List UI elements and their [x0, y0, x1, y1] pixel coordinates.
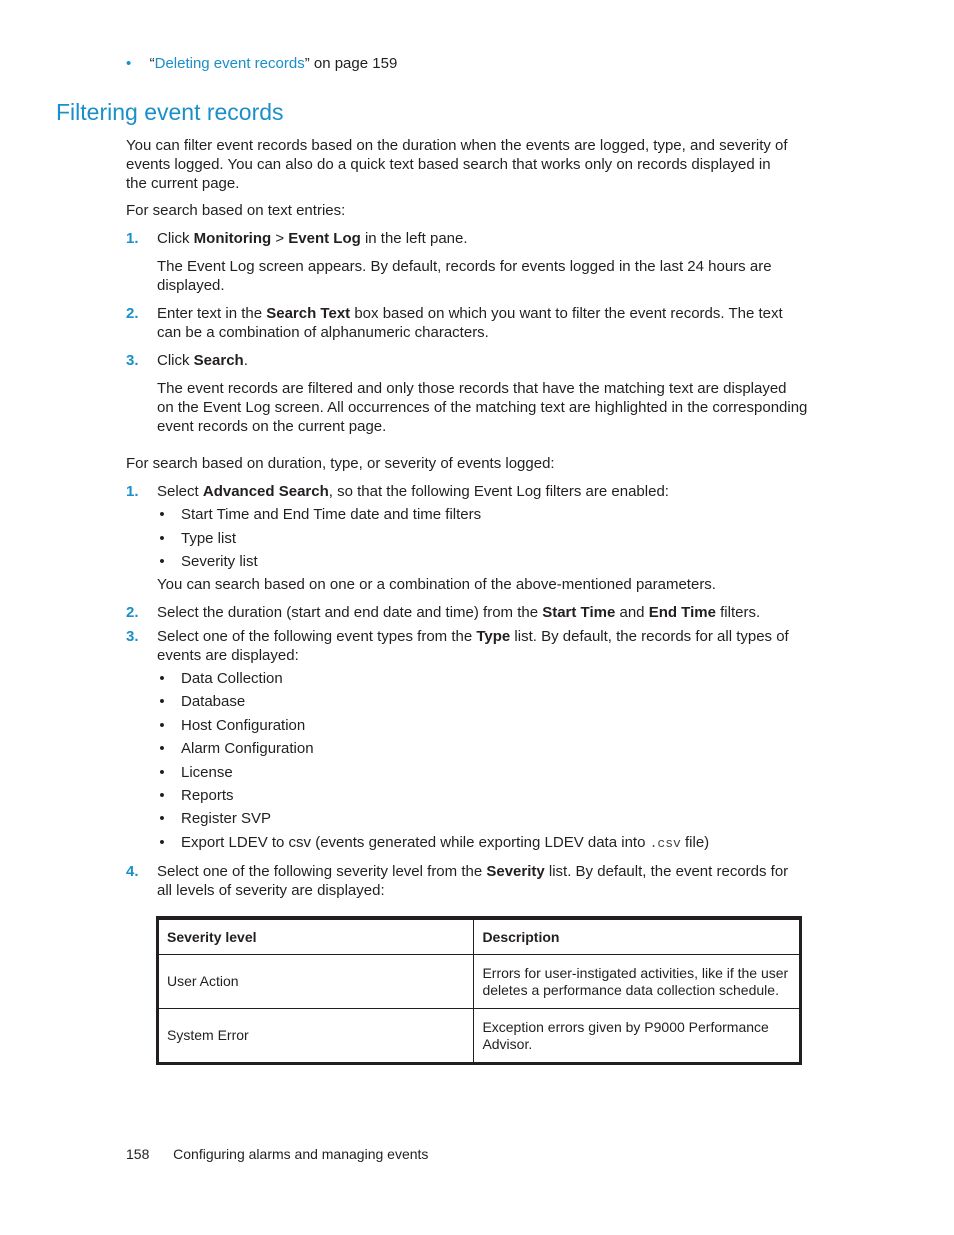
text-search-lead: For search based on text entries:: [126, 202, 346, 219]
top-link-item: • “Deleting event records” on page 159: [126, 55, 398, 72]
text-step-3-note: The event records are filtered and only those records that have the matching text are displayed on the Event Log screen. All occurrences of the matching text are highlighted in the corresponding event records on the current page.: [157, 380, 808, 435]
intro-paragraph: You can filter event records based on the duration when the events are logged, type, and severity of events logged. You can also do a quick text based search that works only on records displayed in the current page.: [126, 137, 788, 192]
description-cell: Errors for user-instigated activities, like if the user deletes a performance data collection schedule.: [474, 955, 801, 1009]
list-item: • Database: [157, 692, 709, 715]
list-item: • License: [157, 763, 709, 786]
list-item: • Severity list: [157, 552, 481, 576]
bullet-icon: •: [159, 670, 165, 687]
deleting-event-records-link[interactable]: Deleting event records: [154, 55, 305, 72]
bullet-icon: •: [159, 506, 165, 523]
list-item: • Host Configuration: [157, 716, 709, 739]
description-cell: Exception errors given by P9000 Performance Advisor.: [474, 1009, 801, 1064]
table-header-row: [158, 918, 801, 955]
bullet-icon: •: [159, 763, 165, 781]
adv-step-2: 2. Select the duration (start and end date and time) from the Start Time and End Time filters.: [126, 604, 761, 621]
bullet-icon: •: [159, 833, 165, 851]
severity-level-cell: User Action: [158, 955, 474, 1009]
list-item: • Reports: [157, 786, 709, 809]
list-item: • Type list: [157, 529, 481, 553]
table-row: [158, 955, 801, 1009]
bullet-icon: •: [159, 553, 165, 570]
bullet-icon: •: [159, 716, 165, 734]
bullet-icon: •: [159, 529, 165, 547]
list-item: • Data Collection: [157, 669, 709, 692]
text-step-1-note: The Event Log screen appears. By default, records for events logged in the last 24 hours are displayed.: [157, 258, 772, 294]
section-heading: Filtering event records: [56, 99, 284, 125]
list-item: • Start Time and End Time date and time filters: [157, 505, 481, 529]
bullet-icon: •: [126, 55, 132, 72]
list-item: • Export LDEV to csv (events generated while exporting LDEV data into .csv file): [157, 833, 709, 856]
page-number: 158: [126, 1146, 150, 1162]
severity-table: [156, 916, 802, 1065]
severity-level-cell: System Error: [158, 1009, 474, 1064]
header-severity-level: Severity level: [158, 918, 474, 955]
adv-step-3: 3. Select one of the following event types from the Type list. By default, the records for all types of events are displayed:: [126, 628, 789, 664]
bullet-icon: •: [159, 740, 165, 758]
page-footer: [126, 1145, 428, 1164]
list-item: • Register SVP: [157, 809, 709, 832]
text-step-1: 1. Click Monitoring > Event Log in the left pane.: [126, 230, 468, 247]
header-description: Description: [474, 918, 801, 955]
bullet-icon: •: [159, 810, 165, 828]
list-item: • Alarm Configuration: [157, 739, 709, 762]
bullet-icon: •: [159, 786, 165, 804]
table-row: [158, 1009, 801, 1064]
filter-list: [157, 505, 481, 576]
adv-step-4: 4. Select one of the following severity level from the Severity list. By default, the event records for all levels of severity are displayed:: [126, 863, 789, 899]
text-step-3: 3. Click Search.: [126, 352, 248, 369]
text-step-2: 2. Enter text in the Search Text box based on which you want to filter the event records. The text can be a combination of alphanumeric characters.: [126, 305, 783, 341]
filters-note: You can search based on one or a combination of the above-mentioned parameters.: [157, 576, 716, 593]
bullet-icon: •: [159, 693, 165, 711]
chapter-title: Configuring alarms and managing events: [173, 1146, 429, 1162]
adv-step-1: 1. Select Advanced Search, so that the following Event Log filters are enabled:: [126, 483, 669, 500]
type-list: [157, 669, 709, 856]
adv-search-lead: For search based on duration, type, or severity of events logged:: [126, 455, 555, 472]
